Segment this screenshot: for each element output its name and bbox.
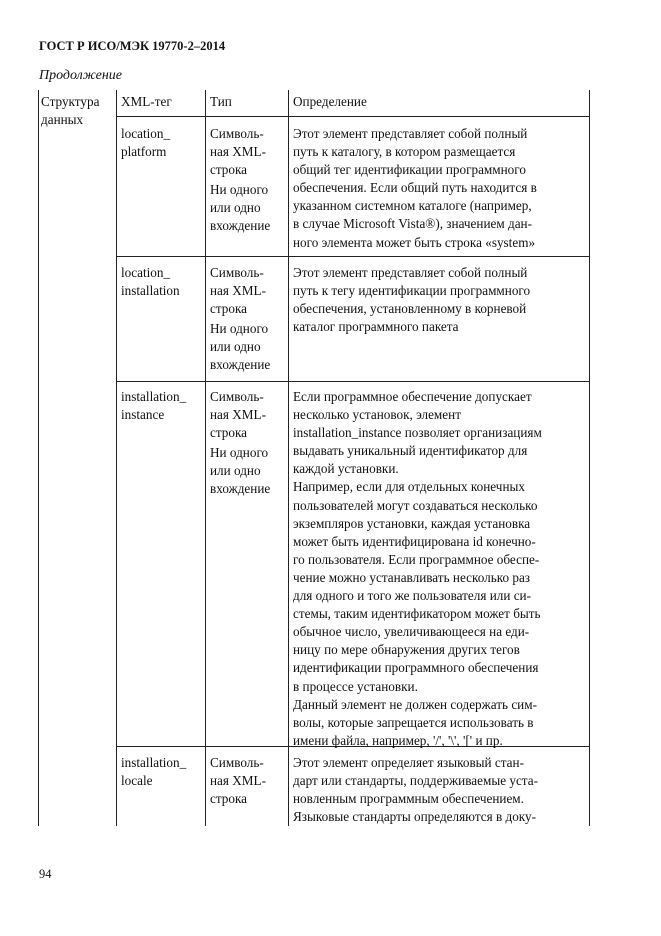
xml-tag: location_ platform [121,126,171,160]
type-cell: Символь- ная XML- строка [210,755,266,807]
column-divider [288,90,289,826]
document-header: ГОСТ Р ИСО/МЭК 19770-2–2014 [39,39,226,53]
definition-table [38,90,590,826]
page-number: 94 [39,867,52,881]
header-divider [116,116,590,117]
definition-cell: Этот элемент представляет собой полный путь к каталогу, в котором размещается общий тег идентификации программного обеспечения. Если общий путь находится в указанном системном каталоге (например, в случае Microsoft Vista®), значением дан- ного элемента может быть строка «system» [293,126,537,250]
table-border-left [38,90,39,826]
definition-cell: Этот элемент представляет собой полный путь к тегу идентификации программного обеспечения, установленному в корневой каталог программного пакета [293,265,531,335]
column-header-type: Тип [210,94,232,109]
type-cell: Символь- ная XML- строка Ни одного или одно вхождение [210,126,271,234]
xml-tag: installation_ locale [121,755,187,789]
type-cell: Символь- ная XML- строка Ни одного или одно вхождение [210,265,271,373]
definition-cell: Этот элемент определяет языковый стан- дарт или стандарты, поддерживаемые уста- новленным программным обеспечением. Языковые стандарты определяются в доку- [293,755,538,825]
table-border-right [589,90,590,826]
row-divider [116,256,590,257]
continuation-label: Продолжение [39,68,122,83]
type-cell: Символь- ная XML- строка Ни одного или одно вхождение [210,389,271,497]
column-header-tag: XML-тег [121,94,172,109]
xml-tag: location_ installation [121,265,180,299]
column-divider [205,90,206,826]
column-header-definition: Определение [293,94,367,109]
definition-cell: Если программное обеспечение допускает несколько установок, элемент installation_instance позволяет организациям выдавать уникальный идентификатор для каждой установки. Например, если для отдельных конечных пользователей могут создаваться несколько экземпляров установки, каждая установка может быть идентифицирована id конечно- го пользователя. Если программное обеспе- чение можно устанавливать несколько раз для одного и того же пользователя или си- стемы, таким идентификатором может быть обычное число, увеличивающееся на еди- ницу по мере обнаружения других тегов идентификации программного обеспечения в процессе установки. Данный элемент не должен содержать сим- волы, которые запрещается использовать в имени файла, например, '/', '\', '[' и пр. [293,389,542,748]
row-divider [116,381,590,382]
group-label: Структура данных [41,94,100,128]
column-divider [116,90,117,826]
xml-tag: installation_ instance [121,389,187,423]
